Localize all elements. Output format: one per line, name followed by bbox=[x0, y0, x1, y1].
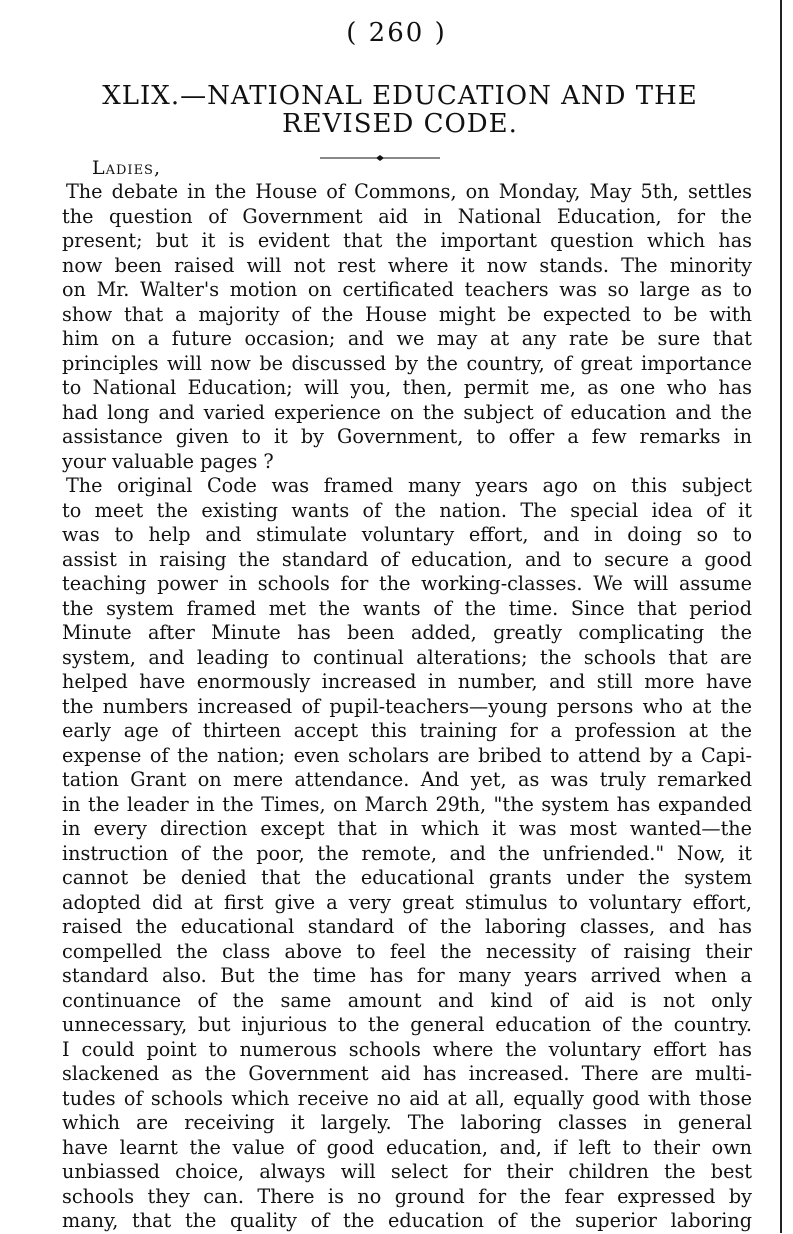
text-line: was to help and stimulate voluntary effort, and in doing so to bbox=[62, 523, 752, 546]
page-number: ( 260 ) bbox=[346, 18, 447, 48]
text-line: on Mr. Walter's motion on certificated teachers was so large as to bbox=[62, 278, 752, 301]
text-line: teaching power in schools for the working-classes. We will assume bbox=[62, 572, 752, 595]
article-title-line-2: REVISED CODE. bbox=[282, 109, 518, 139]
text-line: The debate in the House of Commons, on Monday, May 5th, settles bbox=[66, 180, 752, 203]
text-line: The original Code was framed many years ago on this subject bbox=[66, 474, 752, 497]
text-line: the numbers increased of pupil-teachers—young persons who at the bbox=[62, 694, 752, 718]
text-line: compelled the class above to feel the necessity of raising their bbox=[62, 939, 752, 963]
text-line: Minute after Minute has been added, greatly complicating the bbox=[62, 621, 752, 644]
text-line: standard also. But the time has for many years arrived when a bbox=[62, 964, 752, 987]
text-line: the question of Government aid in National Education, for the bbox=[62, 204, 752, 228]
text-line: in every direction except that in which it was most wanted—the bbox=[62, 817, 752, 840]
text-line: in the leader in the Times, on March 29th, "the system has expanded bbox=[62, 792, 752, 816]
body-text bbox=[62, 180, 752, 1234]
text-line: I could point to numerous schools where the voluntary effort has bbox=[62, 1037, 752, 1061]
page-edge-rule bbox=[780, 0, 782, 1233]
salutation: Ladies, bbox=[92, 157, 161, 179]
text-line: early age of thirteen accept this training for a profession at the bbox=[62, 719, 752, 742]
text-line: to National Education; will you, then, permit me, as one who has bbox=[62, 376, 752, 399]
text-line: unbiassed choice, always will select for their children the best bbox=[62, 1160, 752, 1183]
text-line: cannot be denied that the educational grants under the system bbox=[62, 866, 752, 889]
text-line: instruction of the poor, the remote, and the unfriended." Now, it bbox=[62, 841, 752, 865]
text-line: present; but it is evident that the important question which has bbox=[62, 229, 752, 252]
text-line: continuance of the same amount and kind of aid is not only bbox=[62, 988, 752, 1012]
text-line: to meet the existing wants of the nation. The special idea of it bbox=[62, 498, 752, 522]
text-line: show that a majority of the House might be expected to be with bbox=[62, 302, 752, 326]
text-line: expense of the nation; even scholars are bribed to attend by a Capi- bbox=[62, 743, 752, 767]
text-line: assist in raising the standard of education, and to secure a good bbox=[62, 547, 752, 571]
article-title bbox=[40, 82, 760, 138]
text-line: now been raised will not rest where it now stands. The minority bbox=[62, 253, 752, 277]
text-line: principles will now be discussed by the country, of great importance bbox=[62, 351, 752, 375]
text-line: had long and varied experience on the subject of education and the bbox=[62, 400, 752, 424]
text-line: him on a future occasion; and we may at any rate be sure that bbox=[62, 327, 752, 350]
text-line: which are receiving it largely. The laboring classes in general bbox=[62, 1111, 752, 1134]
article-title-line-1: XLIX.—NATIONAL EDUCATION AND THE bbox=[102, 81, 698, 111]
text-line: helped have enormously increased in number, and still more have bbox=[62, 670, 752, 693]
title-divider-ornament bbox=[320, 153, 440, 163]
text-line: system, and leading to continual alterations; the schools that are bbox=[62, 645, 752, 669]
text-line: schools they can. There is no ground for the fear expressed by bbox=[62, 1184, 752, 1208]
text-line: many, that the quality of the education of the superior laboring bbox=[62, 1209, 752, 1232]
text-line: unnecessary, but injurious to the general education of the country. bbox=[62, 1013, 752, 1036]
text-line: adopted did at first give a very great stimulus to voluntary effort, bbox=[62, 890, 752, 914]
text-line: slackened as the Government aid has increased. There are multi- bbox=[62, 1062, 752, 1085]
text-line: have learnt the value of good education, and, if left to their own bbox=[62, 1135, 752, 1159]
text-line: tudes of schools which receive no aid at all, equally good with those bbox=[62, 1086, 752, 1110]
text-line: assistance given to it by Government, to offer a few remarks in bbox=[62, 425, 752, 448]
text-line: tation Grant on mere attendance. And yet, as was truly remarked bbox=[62, 768, 752, 791]
text-line: raised the educational standard of the laboring classes, and has bbox=[62, 915, 752, 938]
text-line: the system framed met the wants of the time. Since that period bbox=[62, 596, 752, 620]
text-line: your valuable pages ? bbox=[62, 449, 274, 473]
